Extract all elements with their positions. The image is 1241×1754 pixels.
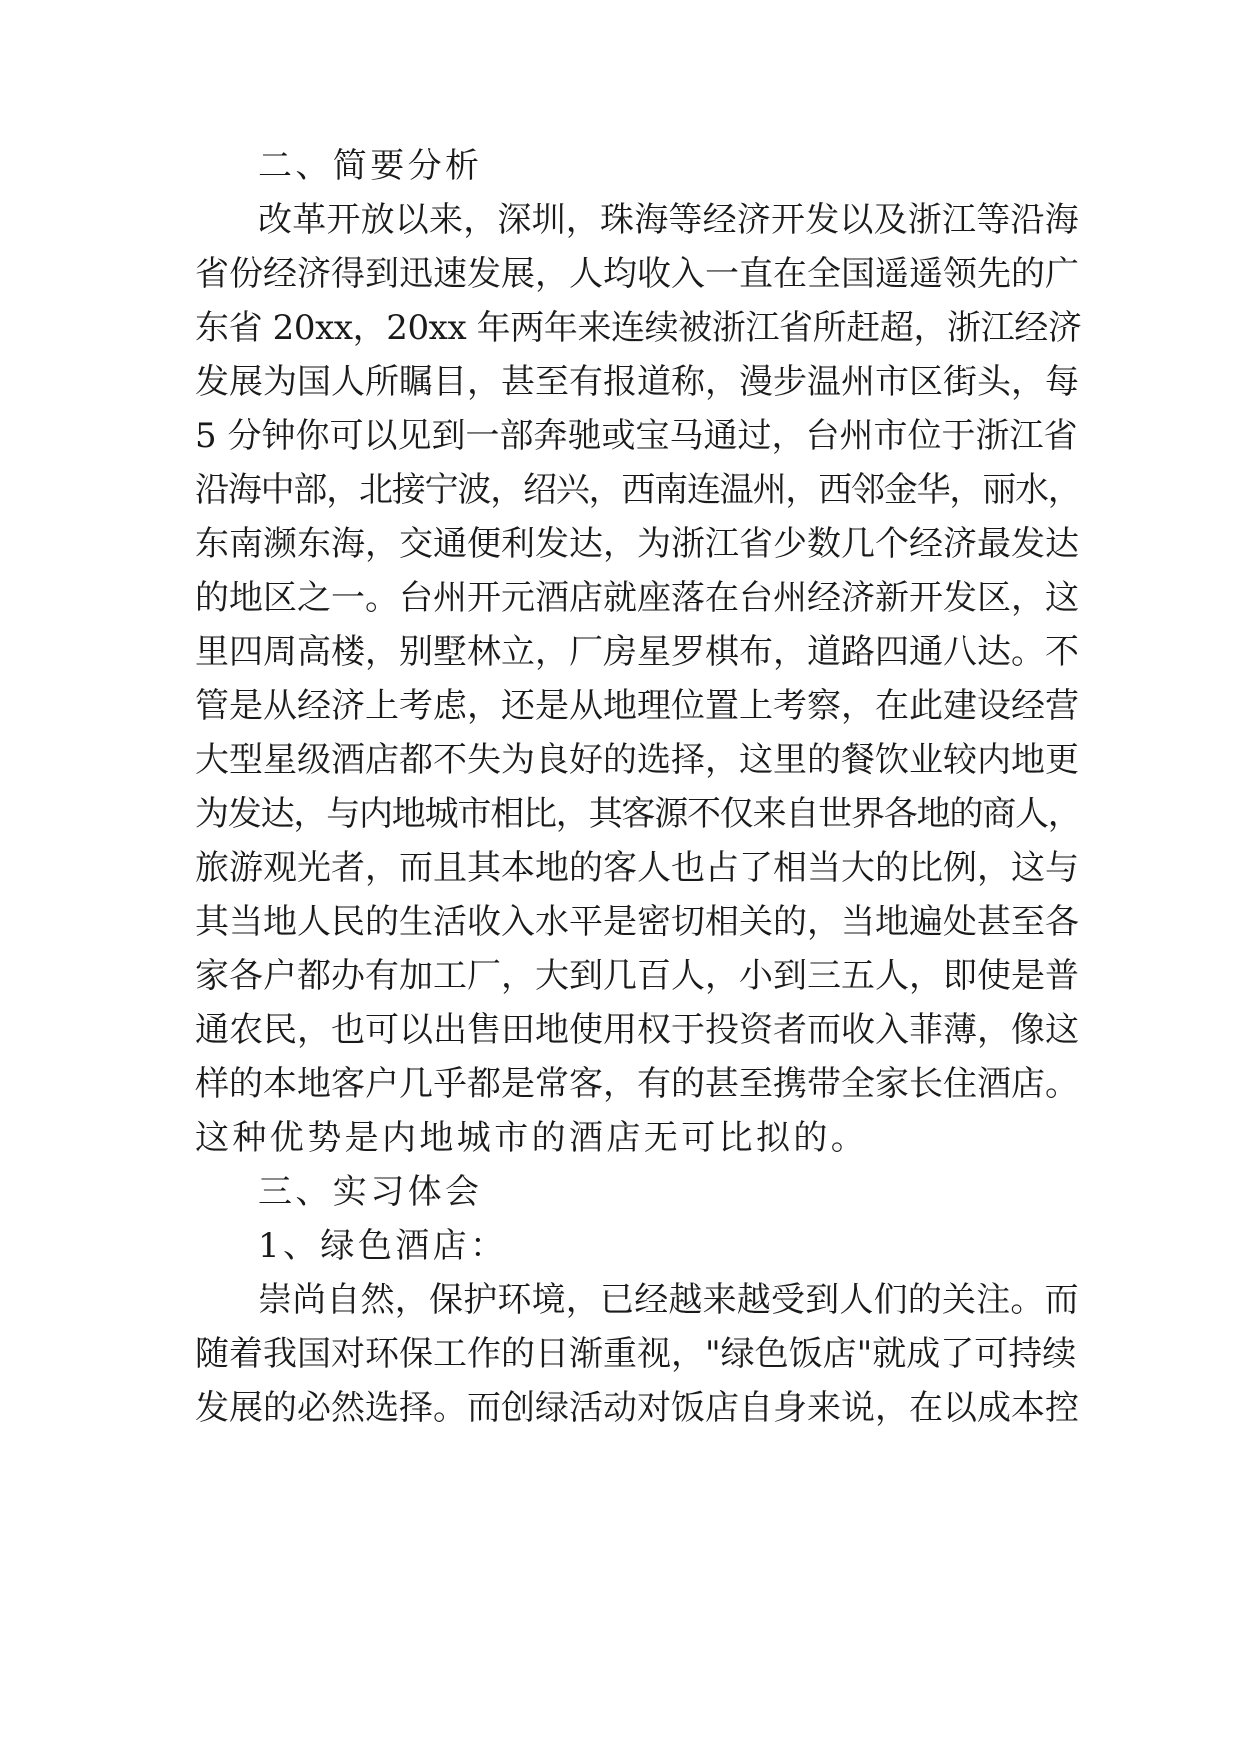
paragraph-line: 管是从经济上考虑，还是从地理位置上考察，在此建设经营 (195, 686, 1079, 726)
paragraph-line: 旅游观光者，而且其本地的客人也占了相当大的比例，这与 (195, 848, 1079, 888)
section-heading-experience: 三、实习体会 (258, 1172, 483, 1212)
paragraph-line: 这种优势是内地城市的酒店无可比拟的。 (195, 1118, 869, 1158)
subheading-green-hotel: 1、绿色酒店： (258, 1226, 508, 1266)
paragraph-line: 家各户都办有加工厂，大到几百人，小到三五人，即使是普 (195, 956, 1079, 996)
paragraph-line: 改革开放以来，深圳，珠海等经济开发以及浙江等沿海 (258, 200, 1079, 240)
paragraph-line: 东南濒东海，交通便利发达，为浙江省少数几个经济最发达 (195, 524, 1079, 564)
paragraph-line: 样的本地客户几乎都是常客，有的甚至携带全家长住酒店。 (195, 1064, 1079, 1104)
paragraph-line: 里四周高楼，别墅林立，厂房星罗棋布，道路四通八达。不 (195, 632, 1079, 672)
section-heading-analysis: 二、简要分析 (258, 146, 483, 186)
paragraph-line: 大型星级酒店都不失为良好的选择，这里的餐饮业较内地更 (195, 740, 1079, 780)
paragraph-line: 东省 20xx，20xx 年两年来连续被浙江省所赶超，浙江经济 (195, 308, 1082, 348)
paragraph-line: 沿海中部，北接宁波，绍兴，西南连温州，西邻金华，丽水， (195, 470, 1081, 510)
paragraph-line: 发展为国人所瞩目，甚至有报道称，漫步温州市区街头，每 (195, 362, 1079, 402)
paragraph-line: 崇尚自然，保护环境，已经越来越受到人们的关注。而 (258, 1280, 1079, 1320)
paragraph-line: 省份经济得到迅速发展，人均收入一直在全国遥遥领先的广 (195, 254, 1079, 294)
paragraph-line: 为发达，与内地城市相比，其客源不仅来自世界各地的商人， (195, 794, 1081, 834)
paragraph-line: 通农民，也可以出售田地使用权于投资者而收入菲薄，像这 (195, 1010, 1079, 1050)
paragraph-line: 其当地人民的生活收入水平是密切相关的，当地遍处甚至各 (195, 902, 1079, 942)
paragraph-line: 发展的必然选择。而创绿活动对饭店自身来说，在以成本控 (195, 1388, 1079, 1428)
paragraph-line: 随着我国对环保工作的日渐重视，"绿色饭店"就成了可持续 (195, 1334, 1077, 1374)
paragraph-line: 的地区之一。台州开元酒店就座落在台州经济新开发区，这 (195, 578, 1079, 618)
paragraph-line: 5 分钟你可以见到一部奔驰或宝马通过，台州市位于浙江省 (195, 416, 1078, 456)
